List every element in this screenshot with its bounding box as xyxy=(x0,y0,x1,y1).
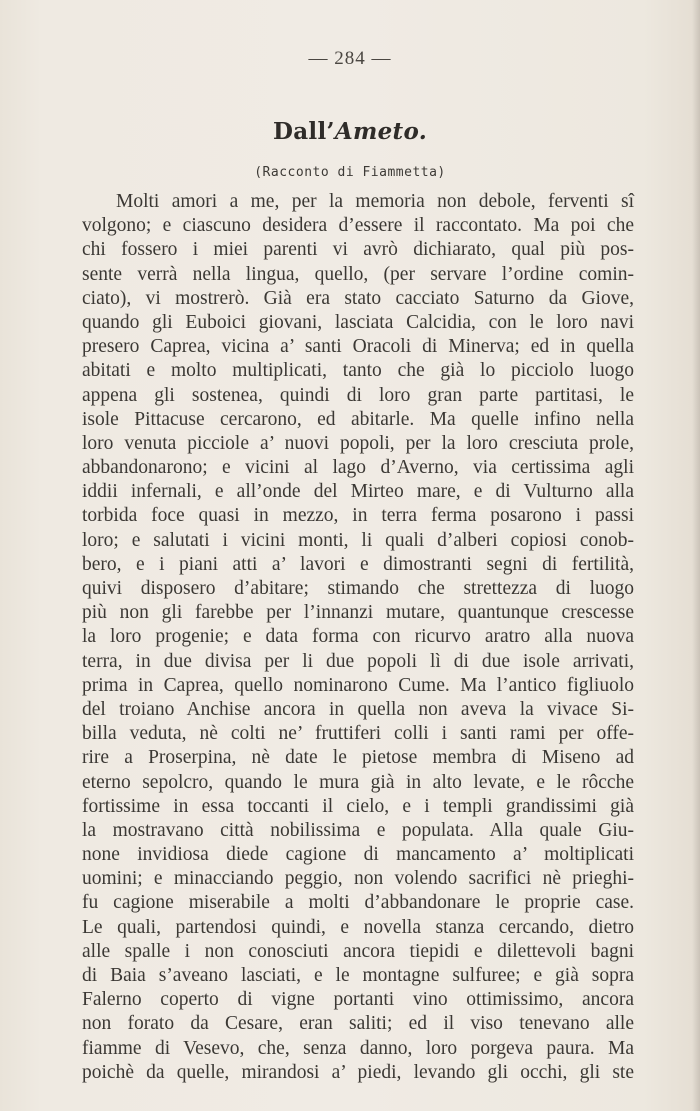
text-line: presero Caprea, vicina a’ santi Oracoli di Minerva; ed in quella xyxy=(82,336,634,358)
text-line: la mostravano città nobilissima e populata. Alla quale Giu- xyxy=(82,819,634,841)
text-line: iddii infernali, e all’onde del Mirteo mare, e di Vulturno alla xyxy=(82,481,634,503)
text-line: loro; e salutati i vicini monti, li quali d’alberi copiosi conob- xyxy=(82,529,634,551)
text-line: fortissime in essa toccanti il cielo, e i templi grandissimi già xyxy=(82,795,634,817)
text-line: uomini; e minacciando peggio, non volendo sacrifici nè prieghi- xyxy=(82,868,634,890)
text-line: del troiano Anchise ancora in quella non aveva la vivace Si- xyxy=(82,698,634,720)
page-number: — 284 — xyxy=(308,48,392,69)
text-line: prima in Caprea, quello nominarono Cume. Ma l’antico figliuolo xyxy=(82,674,634,696)
text-line: terra, in due divisa per li due popoli lì di due isole arrivati, xyxy=(82,650,634,672)
section-title-work: Ameto. xyxy=(334,118,428,145)
text-line: quando gli Euboici giovani, lasciata Calcidia, con le loro navi xyxy=(82,311,634,333)
text-line: none invidiosa diede cagione di mancamento a’ moltiplicati xyxy=(82,844,634,866)
text-line: Falerno coperto di vigne portanti vino ottimissimo, ancora xyxy=(82,989,634,1011)
section-title-prefix: Dall’ xyxy=(272,118,335,145)
text-line: fiamme di Vesevo, che, senza danno, loro porgeva paura. Ma xyxy=(82,1037,634,1059)
text-line: isole Pittacuse cercarono, ed abitarle. Ma quelle infino nella xyxy=(82,408,634,430)
text-line: abitati e molto multiplicati, tanto che già lo picciolo luogo xyxy=(82,360,634,382)
text-line: alle spalle i non conosciuti ancora tiepidi e dilettevoli bagni xyxy=(82,940,634,962)
text-line: Molti amori a me, per la memoria non debole, ferventi sî xyxy=(116,191,634,212)
text-line: quivi disposero d’abitare; stimando che strettezza di luogo xyxy=(82,578,634,599)
text-line: rire a Proserpina, nè date le pietose membra di Miseno ad xyxy=(82,747,634,769)
text-line: appena gli sostenea, quindi di loro gran parte partitasi, le xyxy=(82,384,634,406)
text-line: abbandonarono; e vicini al lago d’Averno, via certissima agli xyxy=(82,457,634,479)
section-subtitle: (Racconto di Fiammetta) xyxy=(254,165,446,180)
text-line: di Baia s’aveano lasciati, e le montagne sulfuree; e già sopra xyxy=(82,965,634,986)
text-line: loro venuta picciole a’ nuovi popoli, per la loro cresciuta prole, xyxy=(82,432,634,454)
text-line: non forato da Cesare, eran saliti; ed il viso tenevano alle xyxy=(82,1013,634,1035)
text-line: bero, e i piani atti a’ lavori e dimostranti segni di fertilità, xyxy=(82,553,634,575)
text-line: fu cagione miserabile a molti d’abbandonare le proprie case. xyxy=(82,892,634,914)
text-line: torbida foce quasi in mezzo, in terra ferma posarono i passi xyxy=(82,505,634,527)
text-line: sente verrà nella lingua, quello, (per servare l’ordine comin- xyxy=(82,263,634,285)
text-line: ciato), vi mostrerò. Già era stato cacciato Saturno da Giove, xyxy=(82,287,634,309)
text-line: poichè da quelle, mirandosi a’ piedi, levando gli occhi, gli ste xyxy=(82,1061,634,1083)
text-line: chi fossero i miei parenti vi avrò dichiarato, qual più pos- xyxy=(82,239,634,261)
text-line: più non gli farebbe per l’innanzi mutare, quantunque crescesse xyxy=(82,602,634,624)
section-title xyxy=(0,118,700,145)
text-line: la loro progenie; e data forma con ricurvo aratro alla nuova xyxy=(82,626,634,648)
text-line: billa veduta, nè colti ne’ fruttiferi colli i santi rami per offe- xyxy=(82,723,634,745)
body-text xyxy=(82,190,634,1085)
text-line: volgono; e ciascuno desidera d’essere il raccontato. Ma poi che xyxy=(82,215,634,237)
text-line: eterno sepolcro, quando le mura già in alto levate, e le rôcche xyxy=(82,771,634,793)
text-line: Le quali, partendosi quindi, e novella stanza cercando, dietro xyxy=(82,916,634,938)
